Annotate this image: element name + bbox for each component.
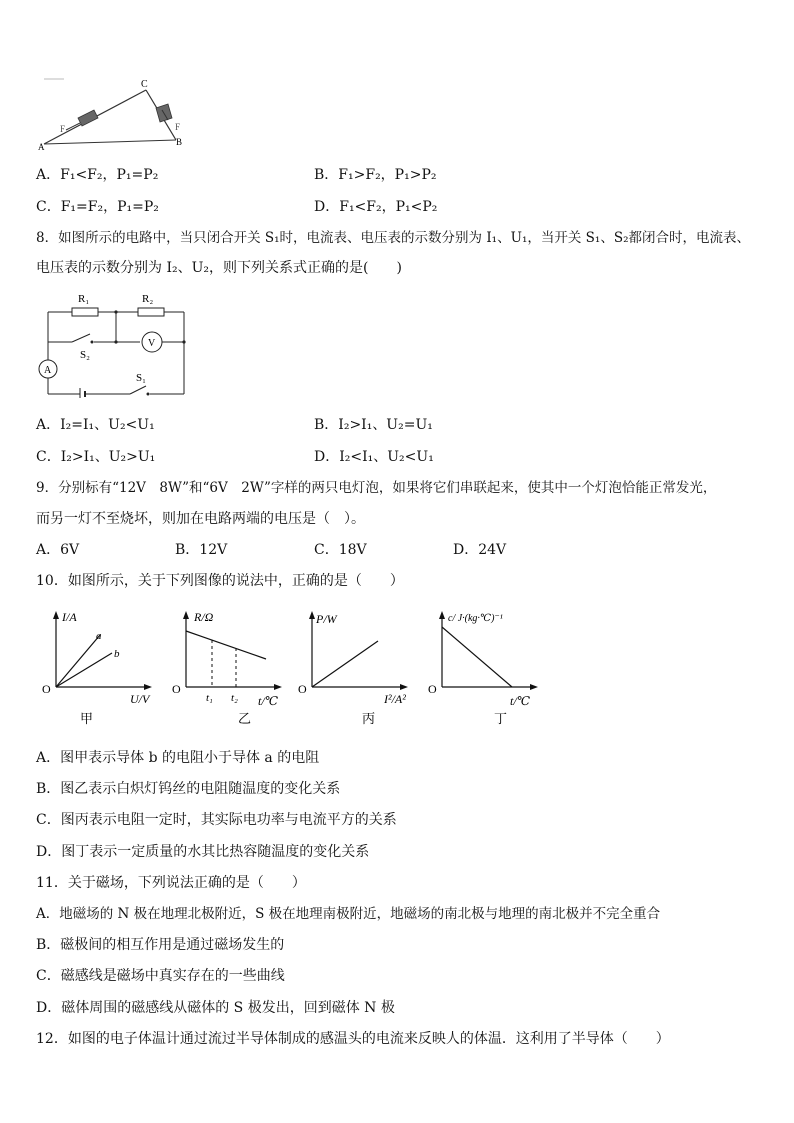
- q10-option-d: D．图丁表示一定质量的水其比热容随温度的变化关系: [36, 844, 370, 860]
- force-f2-label: F: [175, 122, 181, 132]
- ding-x-label: t/℃: [510, 694, 531, 708]
- bing-caption: 丙: [362, 711, 376, 726]
- force-f1-label: F: [60, 124, 66, 134]
- jia-x-label: U/V: [130, 692, 150, 706]
- q7-option-c: C．F₁=F₂，P₁=P₂: [36, 199, 159, 215]
- vertex-b-label: B: [176, 137, 183, 147]
- graph-bing: [296, 603, 426, 728]
- q7-option-d: D．F₁<F₂，P₁<P₂: [314, 199, 438, 215]
- q9-stem-line1: 9．分别标有“12V 8W”和“6V 2W”字样的两只电灯泡，如果将它们串联起来，使其中一个灯泡恰能正常发光，: [36, 480, 717, 496]
- jia-origin: O: [42, 682, 51, 696]
- jia-caption: 甲: [80, 711, 94, 726]
- s2-label: S₂: [80, 349, 90, 361]
- q10-option-b: B．图乙表示白炽灯钨丝的电阻随温度的变化关系: [36, 781, 341, 797]
- yi-y-label: R/Ω: [194, 610, 214, 624]
- yi-t2-label: t₂: [231, 692, 238, 704]
- q10-stem: 10．如图所示，关于下列图像的说法中，正确的是（ ）: [36, 573, 404, 589]
- jia-y-label: I/A: [62, 610, 77, 624]
- bing-origin: O: [298, 682, 307, 696]
- graph-ding: [426, 603, 576, 728]
- r2-label: R₂: [142, 293, 154, 305]
- ding-origin: O: [428, 682, 437, 696]
- graph-yi: [166, 603, 296, 728]
- yi-t1-label: t₁: [206, 692, 213, 704]
- q10-option-a: A．图甲表示导体 b 的电阻小于导体 a 的电阻: [36, 750, 320, 766]
- q7-incline-figure: [36, 74, 196, 154]
- q11-stem: 11．关于磁场，下列说法正确的是（ ）: [36, 875, 306, 891]
- s1-label: S₁: [136, 372, 146, 384]
- q8-option-c: C．I₂>I₁、U₂>U₁: [36, 449, 156, 465]
- yi-origin: O: [172, 682, 181, 696]
- vertex-a-label: A: [38, 142, 45, 152]
- bing-y-label: P/W: [316, 612, 337, 626]
- q11-option-d: D．磁体周围的磁感线从磁体的 S 极发出，回到磁体 N 极: [36, 1000, 395, 1016]
- jia-line-a-label: a: [96, 630, 102, 642]
- q9-stem-line2: 而另一灯不至烧坏，则加在电路两端的电压是（ ）。: [36, 511, 365, 527]
- ding-caption: 丁: [494, 711, 508, 726]
- q7-option-a: A．F₁<F₂，P₁=P₂: [36, 167, 159, 183]
- q9-option-a: A．6V: [36, 542, 80, 558]
- q9-option-c: C．18V: [314, 542, 367, 558]
- q7-option-b: B．F₁>F₂，P₁>P₂: [314, 167, 437, 183]
- q10-option-c: C．图丙表示电阻一定时，其实际电功率与电流平方的关系: [36, 812, 397, 828]
- q8-option-a: A．I₂=I₁、U₂<U₁: [36, 417, 155, 433]
- q9-option-b: B．12V: [175, 542, 228, 558]
- graph-jia: [36, 603, 166, 728]
- bing-x-label: I²/A²: [384, 692, 406, 706]
- yi-caption: 乙: [238, 711, 252, 726]
- r1-label: R₁: [78, 293, 90, 305]
- jia-line-b-label: b: [114, 648, 120, 660]
- ammeter-label: A: [44, 365, 52, 376]
- ding-y-label: c/ J·(kg·℃)⁻¹: [448, 613, 503, 624]
- q9-option-d: D．24V: [453, 542, 507, 558]
- q11-option-a: A．地磁场的 N 极在地理北极附近，S 极在地理南极附近，地磁场的南北极与地理的南北极并不完全重合: [36, 906, 661, 922]
- q8-stem-line2: 电压表的示数分别为 I₂、U₂，则下列关系式正确的是( ): [36, 260, 402, 276]
- q11-option-b: B．磁极间的相互作用是通过磁场发生的: [36, 937, 285, 953]
- q8-stem-line1: 8．如图所示的电路中，当只闭合开关 S₁时，电流表、电压表的示数分别为 I₁、U₁，当开关 S₁、S₂都闭合时，电流表、: [36, 230, 750, 246]
- voltmeter-label: V: [148, 338, 156, 349]
- q11-option-c: C．磁感线是磁场中真实存在的一些曲线: [36, 968, 285, 984]
- q8-option-b: B．I₂>I₁、U₂=U₁: [314, 417, 433, 433]
- q8-option-d: D．I₂<I₁、U₂<U₁: [314, 449, 434, 465]
- q8-circuit-diagram: [36, 288, 196, 398]
- q12-stem: 12．如图的电子体温计通过流过半导体制成的感温头的电流来反映人的体温．这利用了半导体（ ）: [36, 1031, 670, 1047]
- yi-x-label: t/℃: [258, 694, 279, 708]
- vertex-c-label: C: [141, 79, 148, 90]
